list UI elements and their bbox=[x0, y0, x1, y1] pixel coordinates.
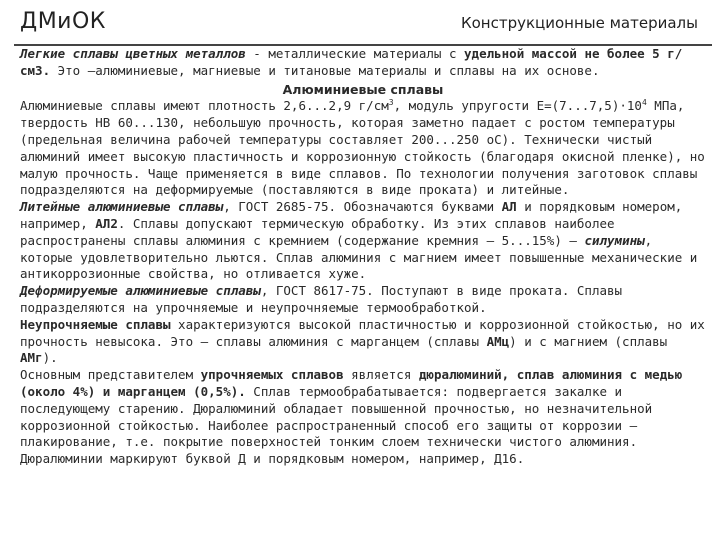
section-heading: Алюминиевые сплавы bbox=[282, 81, 444, 97]
paragraph-wrought-alloys: Деформируемые алюминиевые сплавы, ГОСТ 8617-75. Поступают в виде проката. Сплавы подразделяются на упрочняемые и неупрочняемые термообработкой. bbox=[20, 283, 623, 315]
paragraph-duralumin: Основным представителем упрочняемых сплавов является дюралюминий, сплав алюминия с медью (около 4%) и марганцем (0,5%). Сплав термообрабатывается: подвергается закалке и последующему старению. Дюралюминий обладает повышенной прочностью, но незначительной коррозионной стойкостью. Наиболее распространенный способ его защиты от коррозии – плакирование, т.е. покрытие поверхностей тонким слоем технически чистого алюминия. Дюралюминии маркируют буквой Д и порядковым номером, например, Д16. bbox=[20, 367, 683, 467]
cast-alloys-term: Литейные алюминиевые сплавы bbox=[20, 199, 224, 215]
section-title: Конструкционные материалы bbox=[460, 14, 698, 32]
intro-paragraph: Легкие сплавы цветных металлов - металлические материалы с удельной массой не более 5 г/см3. Это –алюминиевые, магниевые и титановые материалы и сплавы на их основе. bbox=[20, 46, 683, 78]
paragraph-non-hardenable: Неупрочняемые сплавы характеризуются высокой пластичностью и коррозионной стойкостью, но их прочность невысока. Это – сплавы алюминия с марганцем (сплавы АМц) и с магнием (сплавы АМг). bbox=[20, 316, 705, 366]
wrought-alloys-term: Деформируемые алюминиевые сплавы bbox=[20, 283, 261, 299]
slide-body bbox=[20, 46, 706, 468]
logo-text: ДМиОК bbox=[20, 9, 106, 34]
slide-header bbox=[0, 0, 720, 46]
intro-term: Легкие сплавы цветных металлов bbox=[20, 46, 246, 61]
non-hardenable-term: Неупрочняемые сплавы bbox=[20, 316, 171, 332]
paragraph-properties: Алюминиевые сплавы имеют плотность 2,6...2,9 $г/см^3$, модуль упругости $Е=(7...7,5)\cdot 10^4$ МПа, твердость НВ 60...130, небольшую прочность, которая заметно падает с ростом температуры (предельная величина рабочей температуры составляет 200...250 оС). Технически чистый алюминий имеет высокую пластичность и коррозионную стойкость (благодаря окисной пленке), но малую прочность. Чаще применяется в виде сплавов. По технологии получения заготовок сплавы подразделяются на деформируемые (поставляются в виде проката) и литейные. bbox=[20, 98, 705, 198]
paragraph-cast-alloys: Литейные алюминиевые сплавы, ГОСТ 2685-75. Обозначаются буквами АЛ и порядковым номером, например, АЛ2. Сплавы допускают термическую обработку. Из этих сплавов наиболее распространены сплавы алюминия с кремнием (содержание кремния – 5...15%) – силумины, которые удовлетворительно льются. Сплав алюминия с магнием имеет повышенные механические и антикоррозионные свойства, но отливается хуже. bbox=[20, 199, 698, 282]
